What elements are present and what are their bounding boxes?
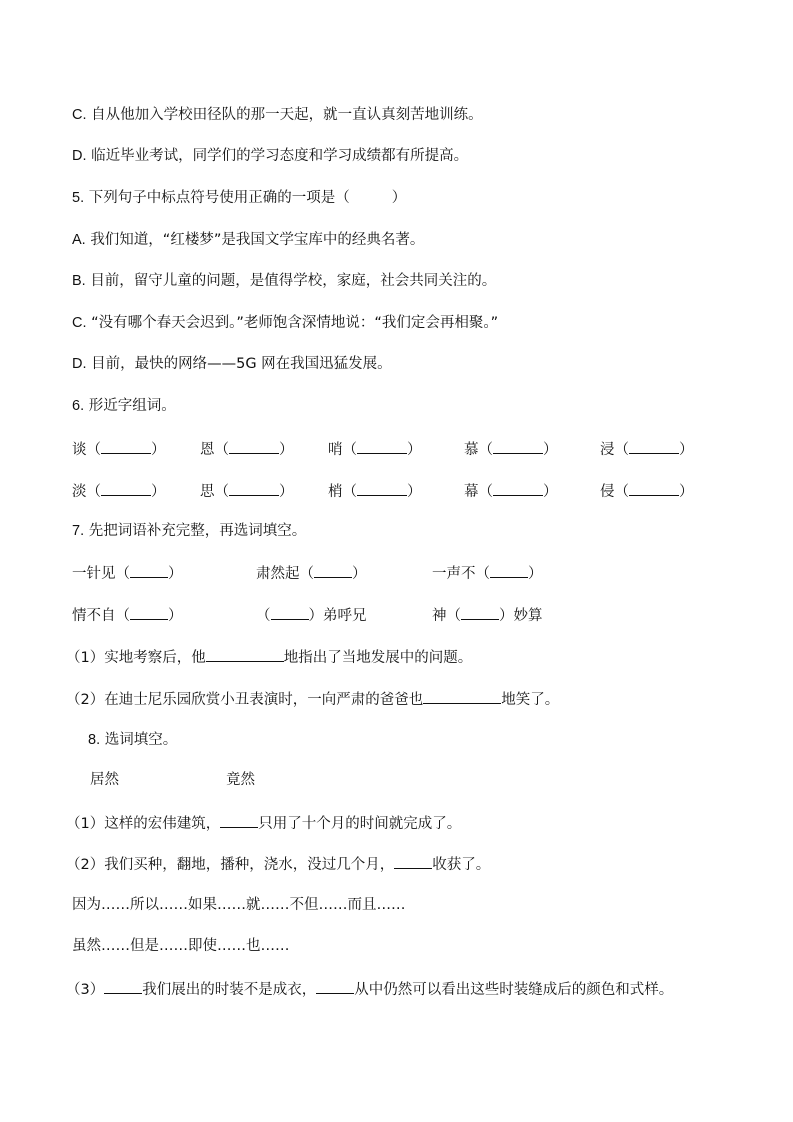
q8-sentence-3: [66, 978, 673, 1000]
answer-blank[interactable]: [490, 562, 528, 578]
answer-blank[interactable]: [104, 978, 142, 994]
open-paren: （: [342, 484, 357, 500]
question-number: 6.: [72, 398, 85, 414]
q8-conjunctions-line-1: 因为……所以……如果……就……不但……而且……: [72, 897, 406, 913]
word-suffix: ）: [168, 566, 183, 582]
open-paren: （: [86, 442, 101, 458]
answer-blank[interactable]: [461, 604, 499, 620]
character: 幕: [464, 484, 479, 500]
answer-blank[interactable]: [206, 646, 284, 662]
answer-blank[interactable]: [229, 480, 279, 496]
q6-word-cell: [464, 438, 558, 460]
q5-question: [72, 188, 406, 208]
option-label: C.: [72, 107, 87, 123]
q7-word-2: [256, 562, 367, 584]
q6-question: [72, 396, 176, 416]
answer-blank[interactable]: [271, 604, 309, 620]
close-paren: ）: [279, 484, 294, 500]
q6-word-cell: [600, 438, 694, 460]
q6-word-cell: [328, 438, 422, 460]
answer-blank[interactable]: [493, 480, 543, 496]
close-paren: ）: [679, 484, 694, 500]
answer-blank[interactable]: [220, 812, 258, 828]
open-paren: （: [478, 484, 493, 500]
q6-word-cell: [600, 480, 694, 502]
word-prefix: 神（: [432, 608, 461, 624]
q7-word-3: [432, 562, 543, 584]
sentence-middle: 我们展出的时装不是成衣，: [142, 982, 317, 998]
answer-blank[interactable]: [101, 438, 151, 454]
character: 梢: [328, 484, 343, 500]
q5-option-d: [72, 354, 392, 374]
word-suffix: ）妙算: [499, 608, 543, 624]
open-paren: （: [342, 442, 357, 458]
sentence-start: （1）这样的宏伟建筑，: [66, 816, 221, 832]
option-label: D.: [72, 356, 87, 372]
question-prompt: 先把词语补充完整，再选词填空。: [88, 523, 307, 539]
word-prefix: 一声不（: [432, 566, 490, 582]
close-paren: ）: [679, 442, 694, 458]
open-paren: （: [478, 442, 493, 458]
answer-blank[interactable]: [314, 562, 352, 578]
q4-option-d: [72, 146, 468, 166]
answer-blank[interactable]: [394, 853, 432, 869]
option-text: 自从他加入学校田径队的那一天起，就一直认真刻苦地训练。: [91, 107, 483, 123]
q8-conjunctions-line-2: 虽然……但是……即使……也……: [72, 938, 290, 954]
option-label: B.: [72, 273, 86, 289]
option-text: “没有哪个春天会迟到。”老师饱含深情地说：“我们定会再相聚。”: [91, 315, 499, 331]
q8-sentence-2: [66, 853, 490, 875]
q5-option-b: [72, 271, 496, 291]
sentence-start: （1）实地考察后，他: [66, 650, 206, 666]
q5-option-c: [72, 313, 498, 333]
open-paren: （: [86, 484, 101, 500]
q7-question: [72, 521, 306, 541]
answer-blank[interactable]: [229, 438, 279, 454]
sentence-end: 收获了。: [432, 857, 491, 873]
option-text: 我们知道，“红楼梦”是我国文学宝库中的经典名著。: [90, 232, 425, 248]
close-paren: ）: [407, 442, 422, 458]
answer-blank[interactable]: [357, 438, 407, 454]
close-paren: ）: [407, 484, 422, 500]
word-suffix: ）: [352, 566, 367, 582]
question-number: 8.: [88, 732, 101, 748]
answer-blank[interactable]: [423, 688, 501, 704]
q7-sentence-2: [66, 688, 559, 710]
word-suffix: ）: [168, 608, 183, 624]
open-paren: （: [614, 484, 629, 500]
character: 哨: [328, 442, 343, 458]
close-paren: ）: [543, 484, 558, 500]
answer-blank[interactable]: [101, 480, 151, 496]
option-label: C.: [72, 315, 87, 331]
q6-word-cell: [328, 480, 422, 502]
answer-blank[interactable]: [130, 562, 168, 578]
q4-option-c: [72, 105, 483, 125]
character: 谈: [72, 442, 87, 458]
close-paren: ）: [151, 442, 166, 458]
character: 侵: [600, 484, 615, 500]
character: 思: [200, 484, 215, 500]
option-label: A.: [72, 232, 86, 248]
word-suffix: ）: [528, 566, 543, 582]
character: 慕: [464, 442, 479, 458]
answer-blank[interactable]: [357, 480, 407, 496]
close-paren: ）: [151, 484, 166, 500]
option-text: 目前，留守儿童的问题，是值得学校，家庭，社会共同关注的。: [90, 273, 497, 289]
option-text: 临近毕业考试，同学们的学习态度和学习成绩都有所提高。: [91, 148, 469, 164]
q7-word-6: [432, 604, 543, 626]
word-suffix: ）弟呼兄: [308, 608, 367, 624]
answer-blank[interactable]: [629, 480, 679, 496]
q6-word-cell: [72, 480, 166, 502]
open-paren: （: [214, 442, 229, 458]
q5-option-a: [72, 230, 424, 250]
q6-word-cell: [464, 480, 558, 502]
sentence-start: （2）在迪士尼乐园欣赏小丑表演时，一向严肃的爸爸也: [66, 692, 424, 708]
q8-choice-2: 竟然: [226, 772, 255, 788]
sentence-start: （3）: [66, 982, 105, 998]
answer-blank[interactable]: [493, 438, 543, 454]
question-prompt: 选词填空。: [104, 732, 178, 748]
q6-word-cell: [200, 438, 294, 460]
word-prefix: （: [256, 608, 271, 624]
sentence-end: 从中仍然可以看出这些时装缝成后的颜色和式样。: [354, 982, 674, 998]
answer-blank[interactable]: [316, 978, 354, 994]
option-text: 目前，最快的网络——5G 网在我国迅猛发展。: [91, 356, 392, 372]
sentence-end: 地指出了当地发展中的问题。: [283, 650, 473, 666]
q6-word-cell: [200, 480, 294, 502]
open-paren: （: [614, 442, 629, 458]
question-number: 5.: [72, 190, 85, 206]
q8-choice-1: 居然: [90, 772, 119, 788]
character: 恩: [200, 442, 215, 458]
q7-word-5: [256, 604, 367, 626]
word-prefix: 一针见（: [72, 566, 130, 582]
sentence-end: 地笑了。: [501, 692, 560, 708]
q8-sentence-1: [66, 812, 461, 834]
question-prompt: 形近字组词。: [88, 398, 176, 414]
character: 浸: [600, 442, 615, 458]
q6-word-cell: [72, 438, 166, 460]
question-number: 7.: [72, 523, 85, 539]
close-paren: ）: [391, 190, 407, 206]
close-paren: ）: [543, 442, 558, 458]
option-label: D.: [72, 148, 87, 164]
answer-blank[interactable]: [629, 438, 679, 454]
word-prefix: 肃然起（: [256, 566, 314, 582]
sentence-end: 只用了十个月的时间就完成了。: [258, 816, 462, 832]
open-paren: （: [214, 484, 229, 500]
q7-sentence-1: [66, 646, 472, 668]
question-prompt: 下列句子中标点符号使用正确的一项是（: [88, 190, 350, 206]
sentence-start: （2）我们买种，翻地，播种，浇水，没过几个月，: [66, 857, 395, 873]
close-paren: ）: [279, 442, 294, 458]
word-prefix: 情不自（: [72, 608, 130, 624]
q8-question: [88, 730, 177, 750]
answer-blank[interactable]: [130, 604, 168, 620]
q7-word-4: [72, 604, 183, 626]
character: 淡: [72, 484, 87, 500]
q7-word-1: [72, 562, 183, 584]
